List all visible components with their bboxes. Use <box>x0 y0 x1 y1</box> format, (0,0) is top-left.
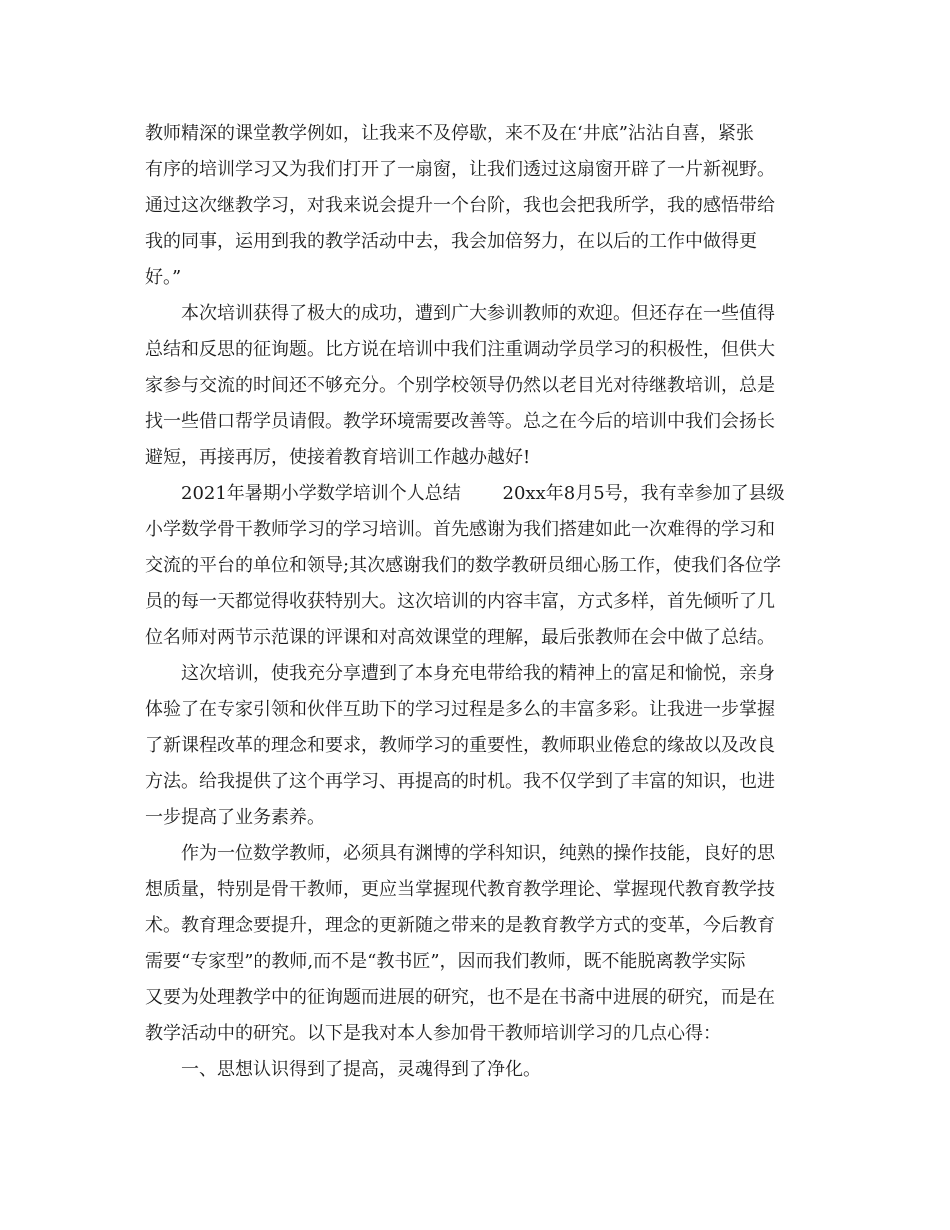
text-line: 作为一位数学教师，必须具有渊博的学科知识，纯熟的操作技能，良好的思 <box>181 843 775 864</box>
paragraph-6 <box>145 1052 805 1088</box>
text-line: 需要“专家型”的教师,而不是“教书匠”，因而我们教师，既不能脱离教学实际 <box>145 951 746 972</box>
text-line: 本次培训获得了极大的成功，遭到广大参训教师的欢迎。但还存在一些值得 <box>181 303 775 324</box>
paragraph-5 <box>145 836 805 1052</box>
text-line: 避短，再接再厉，使接着教育培训工作越办越好! <box>145 447 531 468</box>
text-line: 方法。给我提供了这个再学习、再提高的时机。我不仅学到了丰富的知识，也进 <box>145 771 775 792</box>
text-line: 2021年暑期小学数学培训个人总结 20xx年8月5号，我有幸参加了县级 <box>181 483 785 504</box>
text-line: 这次培训，使我充分享遭到了本身充电带给我的精神上的富足和愉悦，亲身 <box>181 663 775 684</box>
text-line: 又要为处理教学中的征询题而进展的研究，也不是在书斋中进展的研究，而是在 <box>145 987 775 1008</box>
text-line: 想质量，特别是骨干教师，更应当掌握现代教育教学理论、掌握现代教育教学技 <box>145 879 775 900</box>
text-line: 好。” <box>145 267 182 288</box>
text-line: 通过这次继教学习，对我来说会提升一个台阶，我也会把我所学，我的感悟带给 <box>145 195 775 216</box>
text-line: 教师精深的课堂教学例如，让我来不及停歇，来不及在‘井底”沾沾自喜，紧张 <box>145 123 754 144</box>
paragraph-4 <box>145 656 805 836</box>
text-line: 有序的培训学习又为我们打开了一扇窗，让我们透过这扇窗开辟了一片新视野。 <box>145 159 775 180</box>
text-line: 体验了在专家引领和伙伴互助下的学习过程是多么的丰富多彩。让我进一步掌握 <box>145 699 775 720</box>
section-heading: 一、思想认识得到了提高，灵魂得到了净化。 <box>181 1059 541 1080</box>
text-line: 总结和反思的征询题。比方说在培训中我们注重调动学员学习的积极性，但供大 <box>145 339 775 360</box>
text-line: 找一些借口帮学员请假。教学环境需要改善等。总之在今后的培训中我们会扬长 <box>145 411 775 432</box>
text-line: 员的每一天都觉得收获特别大。这次培训的内容丰富，方式多样，首先倾听了几 <box>145 591 775 612</box>
text-line: 一步提高了业务素养。 <box>145 807 325 828</box>
text-line: 了新课程改革的理念和要求，教师学习的重要性，教师职业倦怠的缘故以及改良 <box>145 735 775 756</box>
text-line: 我的同事，运用到我的教学活动中去，我会加倍努力，在以后的工作中做得更 <box>145 231 757 252</box>
document-body <box>145 116 805 1088</box>
text-line: 教学活动中的研究。以下是我对本人参加骨干教师培训学习的几点心得： <box>145 1023 721 1044</box>
text-line: 位名师对两节示范课的评课和对高效课堂的理解，最后张教师在会中做了总结。 <box>145 627 775 648</box>
paragraph-1 <box>145 116 805 296</box>
text-line: 家参与交流的时间还不够充分。个别学校领导仍然以老目光对待继教培训，总是 <box>145 375 775 396</box>
text-line: 交流的平台的单位和领导;其次感谢我们的数学教研员细心肠工作，使我们各位学 <box>145 555 782 576</box>
text-line: 小学数学骨干教师学习的学习培训。首先感谢为我们搭建如此一次难得的学习和 <box>145 519 775 540</box>
paragraph-3 <box>145 476 805 656</box>
text-line: 术。教育理念要提升，理念的更新随之带来的是教育教学方式的变革，今后教育 <box>145 915 775 936</box>
paragraph-2 <box>145 296 805 476</box>
